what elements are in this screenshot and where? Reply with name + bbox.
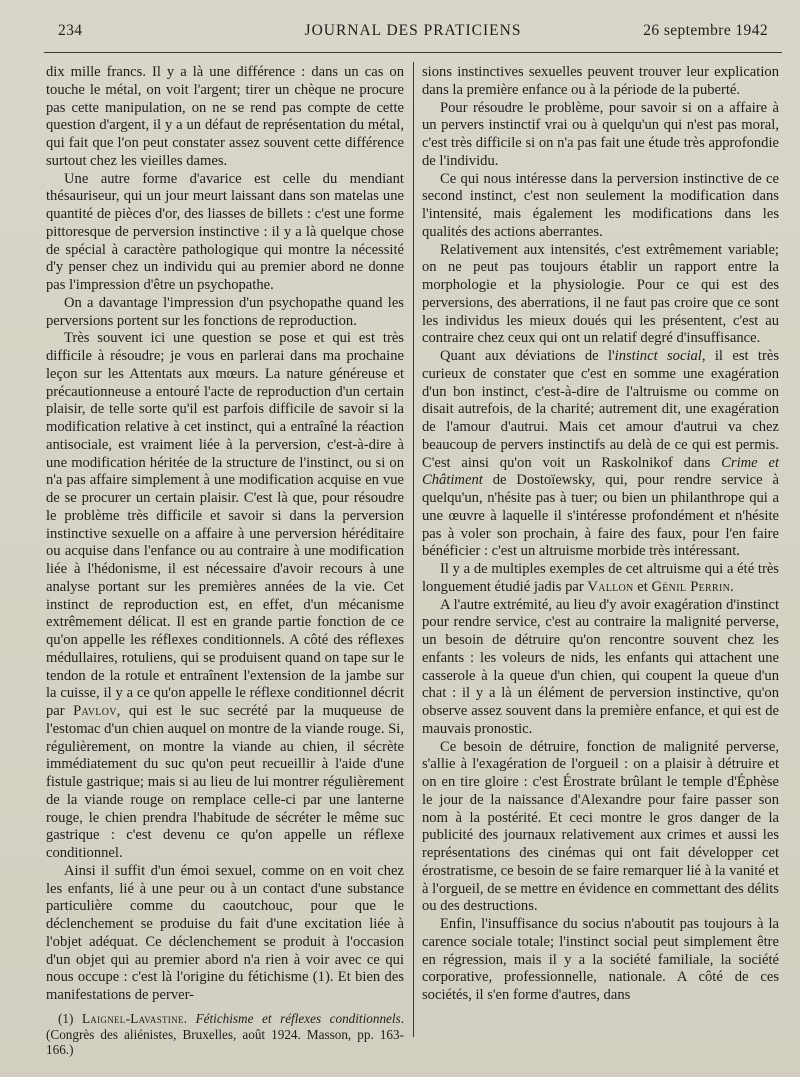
footnote-citation: . (Congrès des aliénistes, Bruxelles, août 1924. Masson, pp. 163-166.) xyxy=(46,1010,404,1058)
paragraph: Ce qui nous intéresse dans la perversion instinctive de ce second instinct, c'est non seulement la modification dans l'intensité, mais également les modifications dans les qualités des actions aberrantes. xyxy=(422,170,779,240)
paragraph-text: de Dostoïewsky, qui, pour rendre service à quelqu'un, n'hésite pas à tuer; ou bien un philanthrope qui a une œuvre à laquelle il s'intéresse profondément et n'hésite pas à voler son prochain, à faire des faux, pour l'en faire bénéficier : c'est un altruisme morbide très intéressant. xyxy=(422,472,779,560)
footnote-separator: . xyxy=(183,1010,196,1026)
journal-title: JOURNAL DES PRATICIENS xyxy=(304,22,522,39)
paragraph-text: , il est très curieux de constater que c'est en somme une exagération d'un bon instinct, c'est-à-dire de l'altruisme ou comme on disait autrefois, de la charité; autrement dit, une exagération de l'amour d'autrui. Mais cet amour d'autrui va chez beaucoup de pervers instinctifs au delà de ce qui est permis. C'est ainsi qu'on voit un Raskolnikof dans xyxy=(422,348,779,471)
paragraph: Pour résoudre le problème, pour savoir si on a affaire à un pervers instinctif vrai ou à quelqu'un qui n'est pas moral, c'est très difficile si on n'a pas fait une étude très approfondie de l'individu. xyxy=(422,99,779,169)
emphasis-text: instinct social xyxy=(614,348,702,364)
footnote-text xyxy=(46,1011,404,1058)
author-name: Vallon xyxy=(587,578,634,595)
paragraph: Enfin, l'insuffisance du socius n'aboutit pas toujours à la carence sociale totale; l'instinct social peut simplement être en régression, mais il y a la société familiale, la société corporative, professionnelle, nationale. A côté de ces sociétés, il s'en forme d'autres, dans xyxy=(422,916,779,1003)
paragraph: sions instinctives sexuelles peuvent trouver leur explication dans la première enfance ou à la période de la puberté. xyxy=(422,64,779,98)
footnote-title: Fétichisme et réflexes conditionnels xyxy=(195,1010,401,1026)
paragraph: Ainsi il suffit d'un émoi sexuel, comme on en voit chez les enfants, lié à une peur ou à un contact d'une substance particulière comme du caoutchouc, pour que le déclenchement se produise du fait d'une excitation liée à l'objet adéquat. Ce déclenchement se produit à l'occasion d'un objet qui au premier abord n'a rien à voir avec ce qui nous occupe : c'est là l'origine du fétichisme (1). Et bien des manifestations de perver- xyxy=(46,862,404,1003)
paragraph xyxy=(422,348,779,561)
footnote xyxy=(46,1011,404,1058)
paragraph-text: , qui est le suc secrété par la muqueuse de l'estomac d'un chien auquel on montre de la viande rouge. Si, régulièrement, on montre la viande au chien, il sécrète immédiatement du suc qu'on peut recueillir à l'aide d'une fistule gastrique; mais si au lieu de lui montrer régulièrement de la viande rouge on remplace celle-ci par une lanterne rouge, le chien prendra l'habitude de sécréter le même suc gastrique : c'est devenu ce qu'on appelle un réflexe conditionnel. xyxy=(46,703,404,861)
paragraph-text: Il y a de multiples exemples de cet altruisme qui a été très longuement étudié jadis par xyxy=(422,561,779,595)
author-name: Génil Perrin xyxy=(651,578,731,595)
paragraph: Relativement aux intensités, c'est extrêmement variable; on ne peut pas toujours établir un rapport entre la morphologie et la physiologie. Pour ce qui est des perversions, des aberrations, il ne faut pas croire que ce sont les individus les mieux doués qui les présentent, c'est au contraire chez ceux qui ont un relatif degré d'insuffisance. xyxy=(422,241,779,347)
issue-date: 26 septembre 1942 xyxy=(643,22,768,39)
page-header xyxy=(58,22,768,44)
paragraph-text: Très souvent ici une question se pose et qui est très difficile à résoudre; je vous en parlerai dans ma prochaine leçon sur les Attentats aux mœurs. La nature généreuse et précautionneuse a entouré l'acte de reproduction d'un certain plaisir, de telle sorte qu'il est parfois difficile de savoir si la modification relative à cet instinct, qui a entraîné la réaction antisociale, est vraiment liée à la perversion, c'est-à-dire à une modification héritée de la structure de l'instinct, ou si on n'a pas affaire simplement à une modification acquise en vue de se procurer un certain plaisir. C'est là que, pour résoudre le problème très difficile et savoir si dans la perversion instinctive sexuelle on a affaire à une perversion héréditaire ou acquise dans l'enfance ou au contraire à une modification liée à l'hédonisme, il est nécessaire d'avoir recours à une analyse portant sur les premières années de la vie. Cet instinct de reproduction est, en effet, d'un mécanisme extrêmement délicat. Il est en grande partie fonction de ce qu'on appelle les réflexes conditionnels. A côté des réflexes médullaires, rotuliens, qui se produisent quand on tape sur le tendon de la rotule et entraînent l'extension de la jambe sur la cuisse, il y a ce qu'on appelle le réflexe conditionnel décrit par xyxy=(46,330,404,719)
paragraph: Ce besoin de détruire, fonction de malignité perverse, s'allie à l'exagération de l'orgueil : on a plaisir à détruire et on en tire gloire : c'est Érostrate brûlant le temple d'Éphèse le jour de la naissance d'Alexandre pour faire passer son nom à la postérité. Et ceci montre le gros danger de la publicité des journaux relativement aux crimes et aussi les représentations des cinémas qui ont fait développer cet érostratisme, ce besoin de se faire remarquer lié à la vanité et à l'orgueil, de se mettre en évidence en commettant des délits ou des destructions. xyxy=(422,738,779,915)
paragraph: Une autre forme d'avarice est celle du mendiant thésauriseur, qui un jour meurt laissant dans son matelas une quantité de pièces d'or, des liasses de billets : c'est une forme pittoresque de perversion instinctive : il y a là quelque chose de spécial à caractère pathologique qui montre la nécessité d'y penser chez un individu qui au premier abord ne donne pas l'impression d'être un psychopathe. xyxy=(46,170,404,293)
paragraph-text: Quant aux déviations de l' xyxy=(440,348,615,364)
paragraph-text: et xyxy=(633,578,652,595)
paragraph-text: . xyxy=(730,578,734,595)
right-column xyxy=(422,64,779,1005)
header-rule xyxy=(44,52,782,53)
paragraph: On a davantage l'impression d'un psychopathe quand les perversions portent sur les fonctions de reproduction. xyxy=(46,294,404,329)
column-divider xyxy=(413,62,414,1037)
book-title: Crime et Châtiment xyxy=(422,454,780,489)
paragraph xyxy=(422,561,779,597)
page-number: 234 xyxy=(58,22,83,39)
left-column xyxy=(46,64,404,1058)
footnote-number: (1) xyxy=(58,1010,82,1026)
paragraph: A l'autre extrémité, au lieu d'y avoir exagération d'instinct pour rendre service, c'est au contraire la malignité perverse, un besoin de détruire qu'on rencontre souvent chez les enfants : les voleurs de nids, les enfants qui attachent une casserole à la queue d'un chien, qui coupent la queue d'un chat : il y a là un élément de perversion instinctive, qu'on observe assez souvent dans la première enfance, et qui est de mauvais pronostic. xyxy=(422,596,779,737)
author-name: Pavlov xyxy=(73,703,117,719)
footnote-author: Laignel-Lavastine xyxy=(81,1010,184,1026)
paragraph: dix mille francs. Il y a là une différence : dans un cas on touche le métal, on voit l'argent; tirer un chèque ne procure pas cette manipulation, on ne se rend pas compte de cette question d'argent, il y a un défaut de représentation du métal, qui fait que l'on peut constater assez souvent cette différence surtout chez les vieilles dames. xyxy=(46,64,404,169)
paragraph xyxy=(46,330,404,863)
